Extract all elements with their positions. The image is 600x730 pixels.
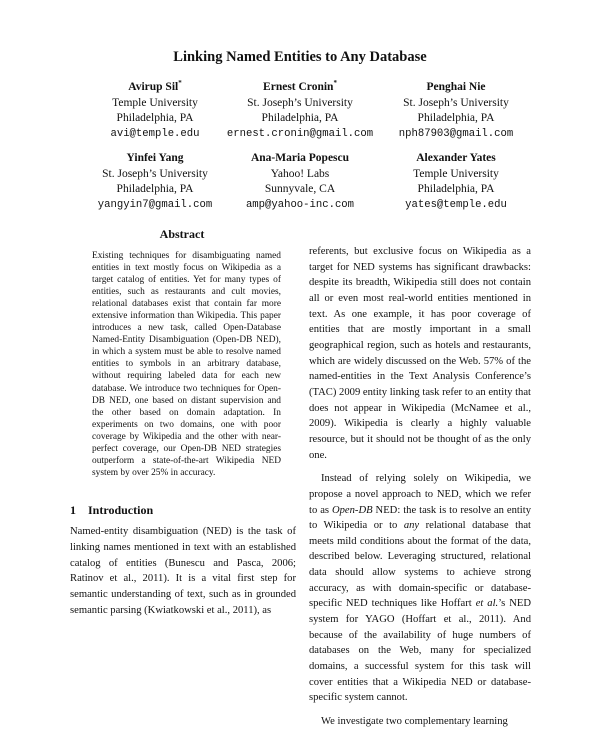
author-location: Philadelphia, PA bbox=[261, 112, 339, 125]
author-footnote-mark: * bbox=[178, 79, 182, 88]
open-db-term: Open-DB bbox=[331, 504, 373, 516]
author-email: yangyin7@gmail.com bbox=[97, 198, 213, 211]
author-footnote-mark: * bbox=[333, 79, 337, 88]
right-column bbox=[309, 244, 531, 730]
author-name: Yinfei Yang bbox=[126, 152, 184, 164]
any-term: any bbox=[403, 520, 420, 532]
author-name: Avirup Sil bbox=[128, 81, 179, 93]
author-affiliation: St. Joseph’s University bbox=[403, 96, 509, 109]
et-al-term: et al. bbox=[475, 598, 499, 610]
author-affiliation: Temple University bbox=[112, 96, 198, 109]
paper-title: Linking Named Entities to Any Database bbox=[173, 49, 427, 65]
author-affiliation: Yahoo! Labs bbox=[270, 167, 330, 180]
author-name: Ana-Maria Popescu bbox=[250, 152, 350, 164]
author-email: yates@temple.edu bbox=[405, 198, 507, 211]
author-email: nph87903@gmail.com bbox=[398, 127, 514, 140]
paragraph: Instead of relying solely on Wikipedia, we propose a novel approach to NED, which we refer to as Open-DB NED: the task is to resolve an entity to Wikipedia or to any relational database that meets mild conditions about the format of the data, described below. Leveraging structured, relational data should allow systems to achieve strong accuracy, as with domain-specific or database-specific NED techniques like Hoffart et al.’s NED system for YAGO (Hoffart et al., 2011). And because of the availability of huge numbers of databases on the Web, many for specialized domains, a successful system for this task will cover entities that a Wikipedia NED or database-specific system cannot. bbox=[309, 473, 531, 704]
section-title: Introduction bbox=[88, 503, 154, 517]
author-affiliation: Temple University bbox=[413, 167, 499, 180]
author-affiliation: St. Joseph’s University bbox=[247, 96, 353, 109]
author-block bbox=[356, 151, 556, 213]
author-location: Philadelphia, PA bbox=[417, 112, 495, 125]
author-name: Alexander Yates bbox=[416, 152, 496, 164]
abstract-text: Existing techniques for disambiguating named entities in text mostly focus on Wikipedia as a target catalog of entities. Yet for many types of entities, such as restaurants and cult movies, relational databases exist that contain far more extensive information than Wikipedia. This paper introduces a new task, called Open-Database Named-Entity Disambiguation (Open-DB NED), in which a system must be able to resolve named entities to symbols in an arbitrary database, without requiring labeled data for each new database. We introduce two techniques for Open-DB NED, one based on distant supervision and the other based on domain adaptation. In experiments on two domains, one with poor coverage by Wikipedia and the other with near-perfect coverage, our Open-DB NED strategies outperform a state-of-the-art Wikipedia NED system by over 25% in accuracy. bbox=[92, 251, 281, 478]
paragraph: We investigate two complementary learning bbox=[321, 716, 508, 728]
author-location: Philadelphia, PA bbox=[417, 183, 495, 196]
section-number: 1 bbox=[70, 503, 76, 517]
author-location: Sunnyvale, CA bbox=[264, 183, 336, 196]
author-location: Philadelphia, PA bbox=[116, 183, 194, 196]
author-affiliation: St. Joseph’s University bbox=[102, 167, 208, 180]
paragraph: referents, but exclusive focus on Wikipedia as a target for NED systems has significant drawbacks: despite its breadth, Wikipedia still does not contain all or even most real-world entities mentioned in text. As one example, it has poor coverage of entities that are mostly important in a small geographical region, such as hotels and restaurants, which are widely discussed on the Web. 57% of the named-entities in the Text Analysis Conference’s (TAC) 2009 entity linking task refer to an entity that does not appear in Wikipedia (McNamee et al., 2009). Wikipedia is clearly a highly valuable resource, but it should not be thought of as the only one. bbox=[309, 246, 531, 461]
author-email: avi@temple.edu bbox=[110, 127, 200, 140]
author-block bbox=[356, 80, 556, 142]
abstract-heading: Abstract bbox=[159, 227, 205, 241]
author-location: Philadelphia, PA bbox=[116, 112, 194, 125]
section-heading bbox=[70, 503, 153, 518]
author-name: Penghai Nie bbox=[426, 81, 486, 93]
author-name: Ernest Cronin bbox=[263, 81, 334, 93]
introduction-text: Named-entity disambiguation (NED) is the task of linking names mentioned in text with an established catalog of entities (Bunescu and Pasca, 2006; Ratinov et al., 2011). It is a vital first step for semantic understanding of text, such as in grounded semantic parsing (Kwiatkowski et al., 2011), as bbox=[70, 526, 296, 616]
author-email: amp@yahoo-inc.com bbox=[245, 198, 355, 211]
author-email: ernest.cronin@gmail.com bbox=[226, 127, 374, 140]
